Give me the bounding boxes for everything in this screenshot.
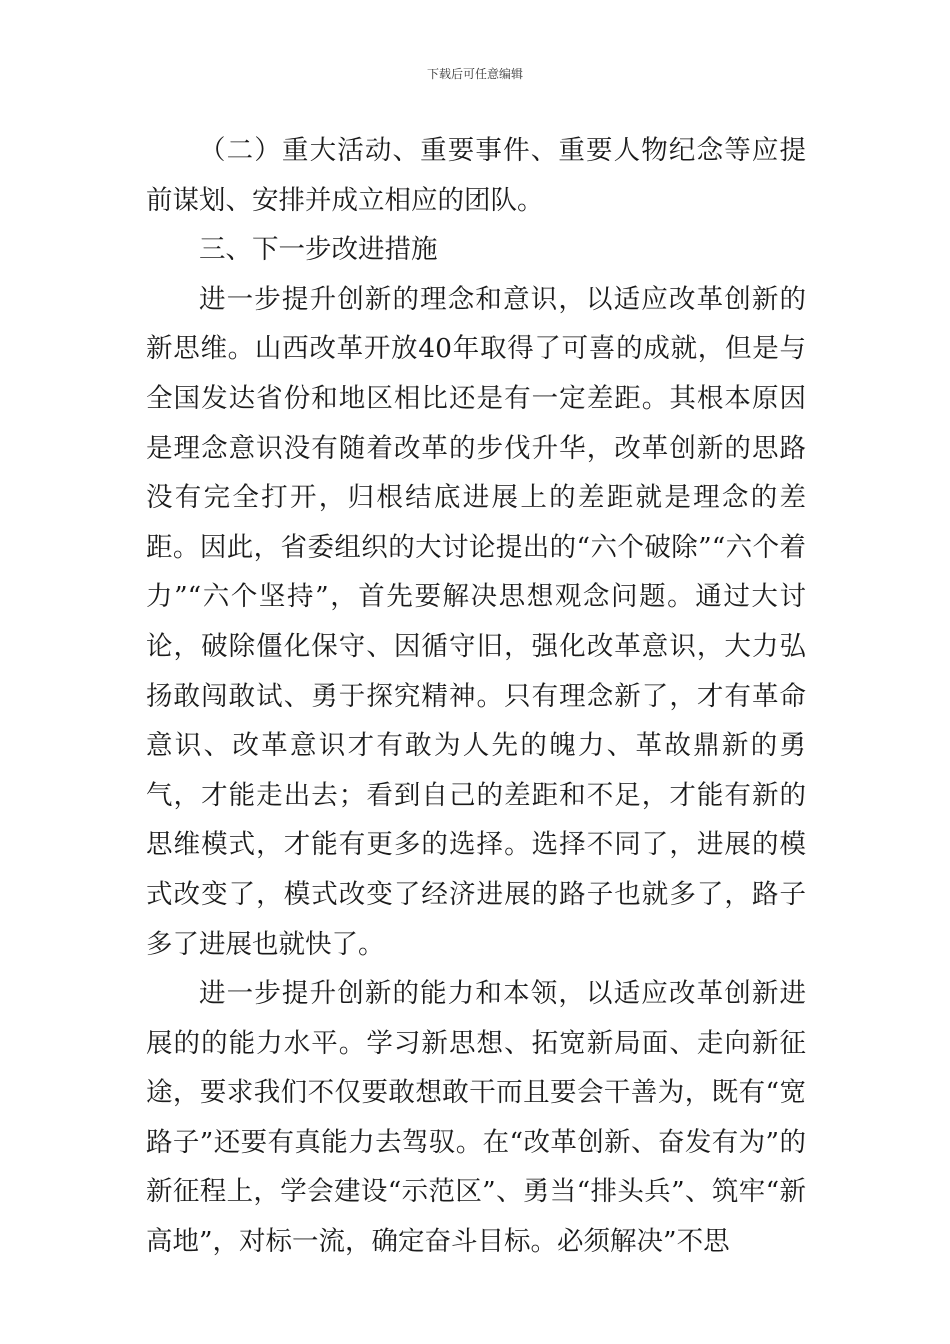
document-body [146,126,806,1267]
paragraph-innovation-concept: 进一步提升创新的理念和意识，以适应改革创新的新思维。山西改革开放40年取得了可喜的成就，但是与全国发达省份和地区相比还是有一定差距。其根本原因是理念意识没有随着改革的步伐升华，改革创新的思路没有完全打开，归根结底进展上的差距就是理念的差距。因此，省委组织的大讨论提出的“六个破除”“六个着力”“六个坚持”，首先要解决思想观念问题。通过大讨论，破除僵化保守、因循守旧，强化改革意识，大力弘扬敢闯敢试、勇于探究精神。只有理念新了，才有革命意识、改革意识才有敢为人先的魄力、革故鼎新的勇气，才能走出去；看到自己的差距和不足，才能有新的思维模式，才能有更多的选择。选择不同了，进展的模式改变了，模式改变了经济进展的路子也就多了，路子多了进展也就快了。 [146,283,806,960]
paragraph-item-two: （二）重大活动、重要事件、重要人物纪念等应提前谋划、安排并成立相应的团队。 [146,135,806,216]
section-heading: 三、下一步改进措施 [199,234,438,266]
paragraph-innovation-ability: 进一步提升创新的能力和本领，以适应改革创新进展的的能力水平。学习新思想、拓宽新局面、走向新征途，要求我们不仅要敢想敢干而且要会干善为，既有“宽路子”还要有真能力去驾驭。在“改革创新、奋发有为”的新征程上，学会建设“示范区”、勇当“排头兵”、筑牢“新高地”，对标一流，确定奋斗目标。必须解决”不思 [146,978,806,1258]
page-header-note: 下载后可任意编辑 [426,67,523,81]
